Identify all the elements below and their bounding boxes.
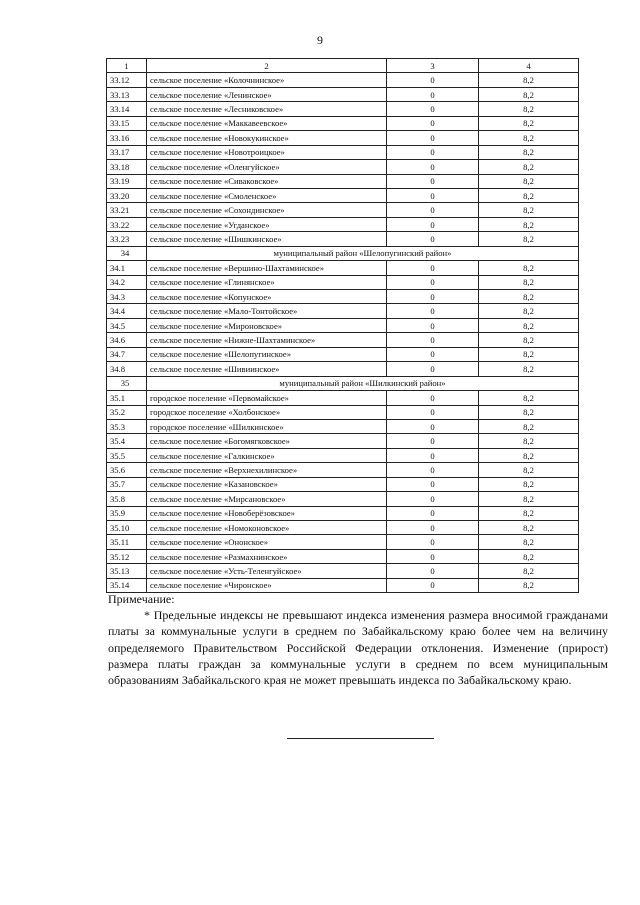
row-number: 33.21 [107,203,147,217]
col3-value: 0 [387,549,479,563]
settlement-name: городское поселение «Шилкинское» [147,419,387,433]
table-header-row [107,59,579,73]
settlement-name: сельское поселение «Ленинское» [147,87,387,101]
settlement-name: сельское поселение «Сохондинское» [147,203,387,217]
index-value: 8,2 [479,506,579,520]
settlement-name: сельское поселение «Нижне-Шахтаминское» [147,333,387,347]
region-row [107,246,579,260]
col3-value: 0 [387,434,479,448]
row-number: 33.22 [107,217,147,231]
row-number: 35.9 [107,506,147,520]
table-row [107,535,579,549]
table-row [107,188,579,202]
index-value: 8,2 [479,261,579,275]
table-row [107,463,579,477]
col3-value: 0 [387,290,479,304]
row-number: 35.10 [107,521,147,535]
col3-value: 0 [387,521,479,535]
tariff-index-table [106,58,579,593]
col3-value: 0 [387,160,479,174]
table-row [107,203,579,217]
table-row [107,521,579,535]
index-value: 8,2 [479,275,579,289]
table-row [107,217,579,231]
row-number: 35.12 [107,549,147,563]
col3-value: 0 [387,87,479,101]
col3-value: 0 [387,318,479,332]
col3-value: 0 [387,419,479,433]
table-row [107,362,579,376]
table-row [107,73,579,87]
settlement-name: сельское поселение «Оленгуйское» [147,160,387,174]
table-row [107,131,579,145]
settlement-name: сельское поселение «Угданское» [147,217,387,231]
settlement-name: сельское поселение «Новокукинское» [147,131,387,145]
index-value: 8,2 [479,347,579,361]
settlement-name: сельское поселение «Новотроицкое» [147,145,387,159]
index-value: 8,2 [479,419,579,433]
settlement-name: сельское поселение «Размахнинское» [147,549,387,563]
settlement-name: сельское поселение «Чиронское» [147,578,387,592]
row-number: 35.4 [107,434,147,448]
index-value: 8,2 [479,73,579,87]
row-number: 33.19 [107,174,147,188]
settlement-name: сельское поселение «Вершино-Шахтаминское» [147,261,387,275]
table-row [107,492,579,506]
table-row [107,405,579,419]
index-value: 8,2 [479,391,579,405]
row-number: 35.5 [107,448,147,462]
settlement-name: городское поселение «Первомайское» [147,391,387,405]
col3-value: 0 [387,463,479,477]
col3-value: 0 [387,506,479,520]
table-row [107,419,579,433]
settlement-name: сельское поселение «Усть-Теленгуйское» [147,564,387,578]
row-number: 33.13 [107,87,147,101]
row-number: 34.1 [107,261,147,275]
table-row [107,318,579,332]
row-number: 35.3 [107,419,147,433]
table-row [107,290,579,304]
index-value: 8,2 [479,578,579,592]
col3-value: 0 [387,145,479,159]
index-value: 8,2 [479,477,579,491]
settlement-name: сельское поселение «Лесниковское» [147,102,387,116]
index-value: 8,2 [479,217,579,231]
index-value: 8,2 [479,87,579,101]
index-value: 8,2 [479,116,579,130]
row-number: 33.17 [107,145,147,159]
index-value: 8,2 [479,463,579,477]
table-row [107,391,579,405]
index-value: 8,2 [479,188,579,202]
row-number: 33.20 [107,188,147,202]
note-title: Примечание: [108,592,175,606]
note-section [108,591,608,688]
note-text: * Предельные индексы не превышают индекса изменения размера вносимой гражданами платы за коммунальные услуги в среднем по Забайкальскому краю более чем на величину определяемого Правительством Российской Федерации отклонения. Изменение (прирост) размера платы граждан за коммунальные услуги в среднем по всем муниципальным образованиям Забайкальского края не может превышать индекса по Забайкальскому краю. [108,608,608,688]
settlement-name: сельское поселение «Смоленское» [147,188,387,202]
table-row [107,116,579,130]
row-number: 33.23 [107,232,147,246]
index-value: 8,2 [479,174,579,188]
settlement-name: сельское поселение «Верхнехилинское» [147,463,387,477]
row-number: 33.15 [107,116,147,130]
col3-value: 0 [387,333,479,347]
row-number: 33.14 [107,102,147,116]
index-value: 8,2 [479,535,579,549]
table-row [107,160,579,174]
table-row [107,87,579,101]
settlement-name: сельское поселение «Шишкинское» [147,232,387,246]
col3-value: 0 [387,261,479,275]
table-body [107,73,579,593]
col3-value: 0 [387,102,479,116]
index-value: 8,2 [479,492,579,506]
col3-value: 0 [387,116,479,130]
col3-value: 0 [387,188,479,202]
col3-value: 0 [387,535,479,549]
row-number: 34.3 [107,290,147,304]
settlement-name: сельское поселение «Галкинское» [147,448,387,462]
row-number: 34 [107,246,147,260]
col3-value: 0 [387,405,479,419]
col3-value: 0 [387,304,479,318]
row-number: 35 [107,376,147,390]
row-number: 34.4 [107,304,147,318]
settlement-name: сельское поселение «Маккавеевское» [147,116,387,130]
index-value: 8,2 [479,434,579,448]
row-number: 34.7 [107,347,147,361]
row-number: 33.16 [107,131,147,145]
index-value: 8,2 [479,405,579,419]
index-value: 8,2 [479,145,579,159]
row-number: 33.18 [107,160,147,174]
index-value: 8,2 [479,318,579,332]
col3-value: 0 [387,347,479,361]
index-value: 8,2 [479,333,579,347]
row-number: 35.2 [107,405,147,419]
header-col-4: 4 [479,59,579,73]
region-name: муниципальный район «Шелопугинский район» [147,246,579,260]
row-number: 34.2 [107,275,147,289]
settlement-name: сельское поселение «Шивиинское» [147,362,387,376]
index-value: 8,2 [479,564,579,578]
region-row [107,376,579,390]
row-number: 34.5 [107,318,147,332]
settlement-name: сельское поселение «Сиваковское» [147,174,387,188]
index-value: 8,2 [479,448,579,462]
row-number: 33.12 [107,73,147,87]
header-col-3: 3 [387,59,479,73]
settlement-name: сельское поселение «Богомягковское» [147,434,387,448]
index-value: 8,2 [479,362,579,376]
settlement-name: сельское поселение «Мирсановское» [147,492,387,506]
col3-value: 0 [387,217,479,231]
col3-value: 0 [387,477,479,491]
row-number: 34.6 [107,333,147,347]
col3-value: 0 [387,391,479,405]
settlement-name: сельское поселение «Новоберёзовское» [147,506,387,520]
settlement-name: сельское поселение «Мало-Тонтойское» [147,304,387,318]
table-row [107,304,579,318]
table-row [107,102,579,116]
col3-value: 0 [387,578,479,592]
index-value: 8,2 [479,232,579,246]
col3-value: 0 [387,362,479,376]
settlement-name: сельское поселение «Колочнинское» [147,73,387,87]
header-col-2: 2 [147,59,387,73]
settlement-name: сельское поселение «Казановское» [147,477,387,491]
table-row [107,434,579,448]
row-number: 35.6 [107,463,147,477]
table-row [107,275,579,289]
table-row [107,347,579,361]
col3-value: 0 [387,232,479,246]
table-row [107,333,579,347]
row-number: 35.8 [107,492,147,506]
page-number: 9 [317,33,323,47]
row-number: 34.8 [107,362,147,376]
region-name: муниципальный район «Шилкинский район» [147,376,579,390]
table-row [107,448,579,462]
index-value: 8,2 [479,549,579,563]
index-value: 8,2 [479,290,579,304]
table-row [107,506,579,520]
table-row [107,564,579,578]
table-row [107,549,579,563]
col3-value: 0 [387,174,479,188]
row-number: 35.11 [107,535,147,549]
row-number: 35.14 [107,578,147,592]
col3-value: 0 [387,492,479,506]
index-value: 8,2 [479,203,579,217]
settlement-name: городское поселение «Холбонское» [147,405,387,419]
header-col-1: 1 [107,59,147,73]
col3-value: 0 [387,203,479,217]
row-number: 35.7 [107,477,147,491]
row-number: 35.13 [107,564,147,578]
col3-value: 0 [387,564,479,578]
closing-rule [287,738,434,739]
row-number: 35.1 [107,391,147,405]
col3-value: 0 [387,73,479,87]
index-value: 8,2 [479,521,579,535]
col3-value: 0 [387,448,479,462]
table-row [107,261,579,275]
settlement-name: сельское поселение «Ононское» [147,535,387,549]
settlement-name: сельское поселение «Мироновское» [147,318,387,332]
col3-value: 0 [387,275,479,289]
table-row [107,174,579,188]
index-value: 8,2 [479,160,579,174]
index-value: 8,2 [479,304,579,318]
settlement-name: сельское поселение «Шелопугинское» [147,347,387,361]
settlement-name: сельское поселение «Глинянское» [147,275,387,289]
index-value: 8,2 [479,102,579,116]
settlement-name: сельское поселение «Копунское» [147,290,387,304]
table-row [107,232,579,246]
settlement-name: сельское поселение «Номоконовское» [147,521,387,535]
index-value: 8,2 [479,131,579,145]
col3-value: 0 [387,131,479,145]
table-row [107,477,579,491]
table-row [107,145,579,159]
